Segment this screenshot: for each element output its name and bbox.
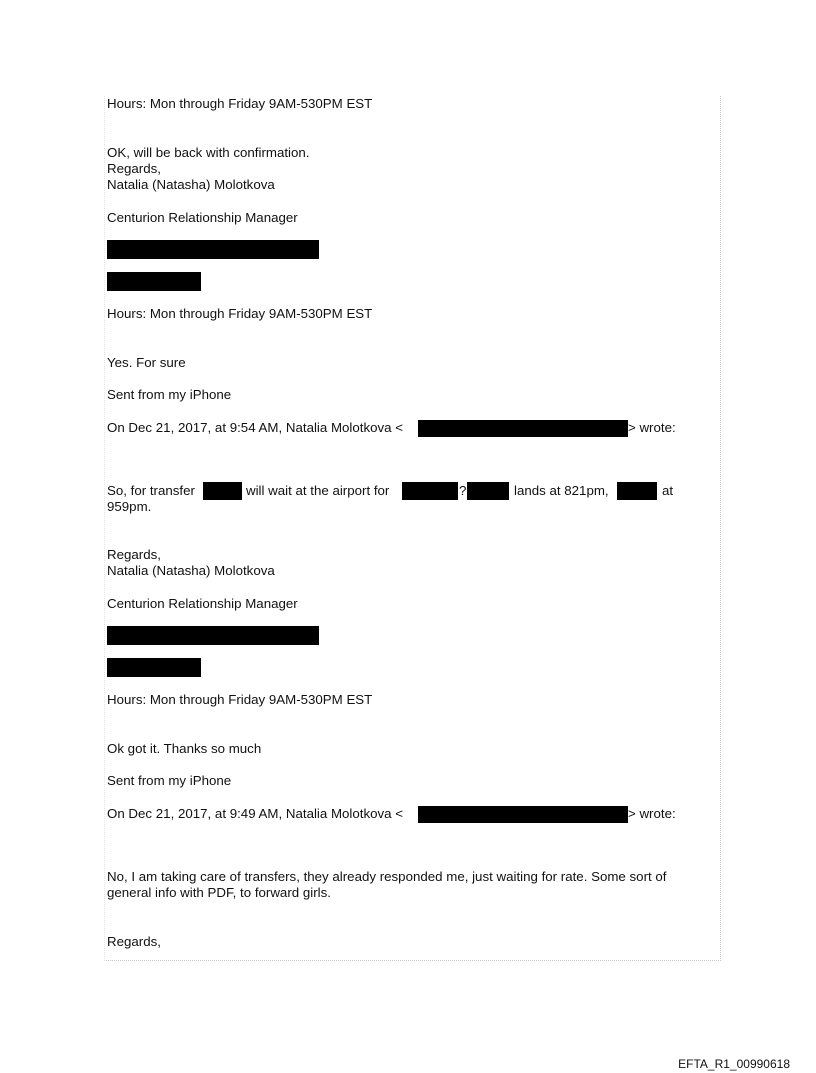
reply-text: OK, will be back with confirmation. — [107, 145, 310, 160]
hours-line: Hours: Mon through Friday 9AM-530PM EST — [107, 306, 373, 321]
message-text: general info with PDF, to forward girls. — [107, 885, 331, 900]
hours-line: Hours: Mon through Friday 9AM-530PM EST — [107, 692, 373, 707]
sent-from-line: Sent from my iPhone — [107, 773, 232, 788]
regards-line: Regards, — [107, 547, 161, 562]
email-header-suffix: > wrote: — [628, 806, 676, 821]
signature-title: Centurion Relationship Manager — [107, 596, 298, 611]
email-header-suffix: > wrote: — [628, 420, 676, 435]
signature-name: Natalia (Natasha) Molotkova — [107, 563, 275, 578]
redaction-block — [617, 482, 657, 500]
transfer-text-part: ? — [459, 483, 467, 498]
hours-line: Hours: Mon through Friday 9AM-530PM EST — [107, 96, 373, 111]
redaction-block — [203, 482, 242, 500]
sent-from-line: Sent from my iPhone — [107, 387, 232, 402]
redaction-block — [402, 482, 458, 500]
reply-text: Yes. For sure — [107, 355, 186, 370]
transfer-text-part: will wait at the airport for — [246, 483, 390, 498]
email-header-line — [107, 420, 403, 436]
redaction-block — [107, 626, 319, 645]
signature-name: Natalia (Natasha) Molotkova — [107, 177, 275, 192]
regards-line: Regards, — [107, 934, 161, 949]
email-header-line — [107, 806, 403, 822]
redaction-block — [107, 272, 201, 291]
redaction-block — [467, 482, 509, 500]
redaction-block — [418, 420, 628, 437]
transfer-text-part: lands at 821pm, — [514, 483, 609, 498]
redaction-block — [418, 806, 628, 823]
email-header-prefix: On Dec 21, 2017, at 9:54 AM, Natalia Molotkova < — [107, 420, 404, 435]
email-header-prefix: On Dec 21, 2017, at 9:49 AM, Natalia Molotkova < — [107, 806, 404, 821]
transfer-text-part: So, for transfer — [107, 483, 195, 498]
reply-text: Ok got it. Thanks so much — [107, 741, 262, 756]
bates-number: EFTA_R1_00990618 — [678, 1057, 790, 1071]
signature-title: Centurion Relationship Manager — [107, 210, 298, 225]
regards-line: Regards, — [107, 161, 161, 176]
redaction-block — [107, 658, 201, 677]
transfer-text-part: at — [662, 483, 674, 498]
message-text: No, I am taking care of transfers, they already responded me, just waiting for rate. Some sort of — [107, 869, 667, 884]
redaction-block — [107, 240, 319, 259]
transfer-text-line-2: 959pm. — [107, 499, 152, 514]
